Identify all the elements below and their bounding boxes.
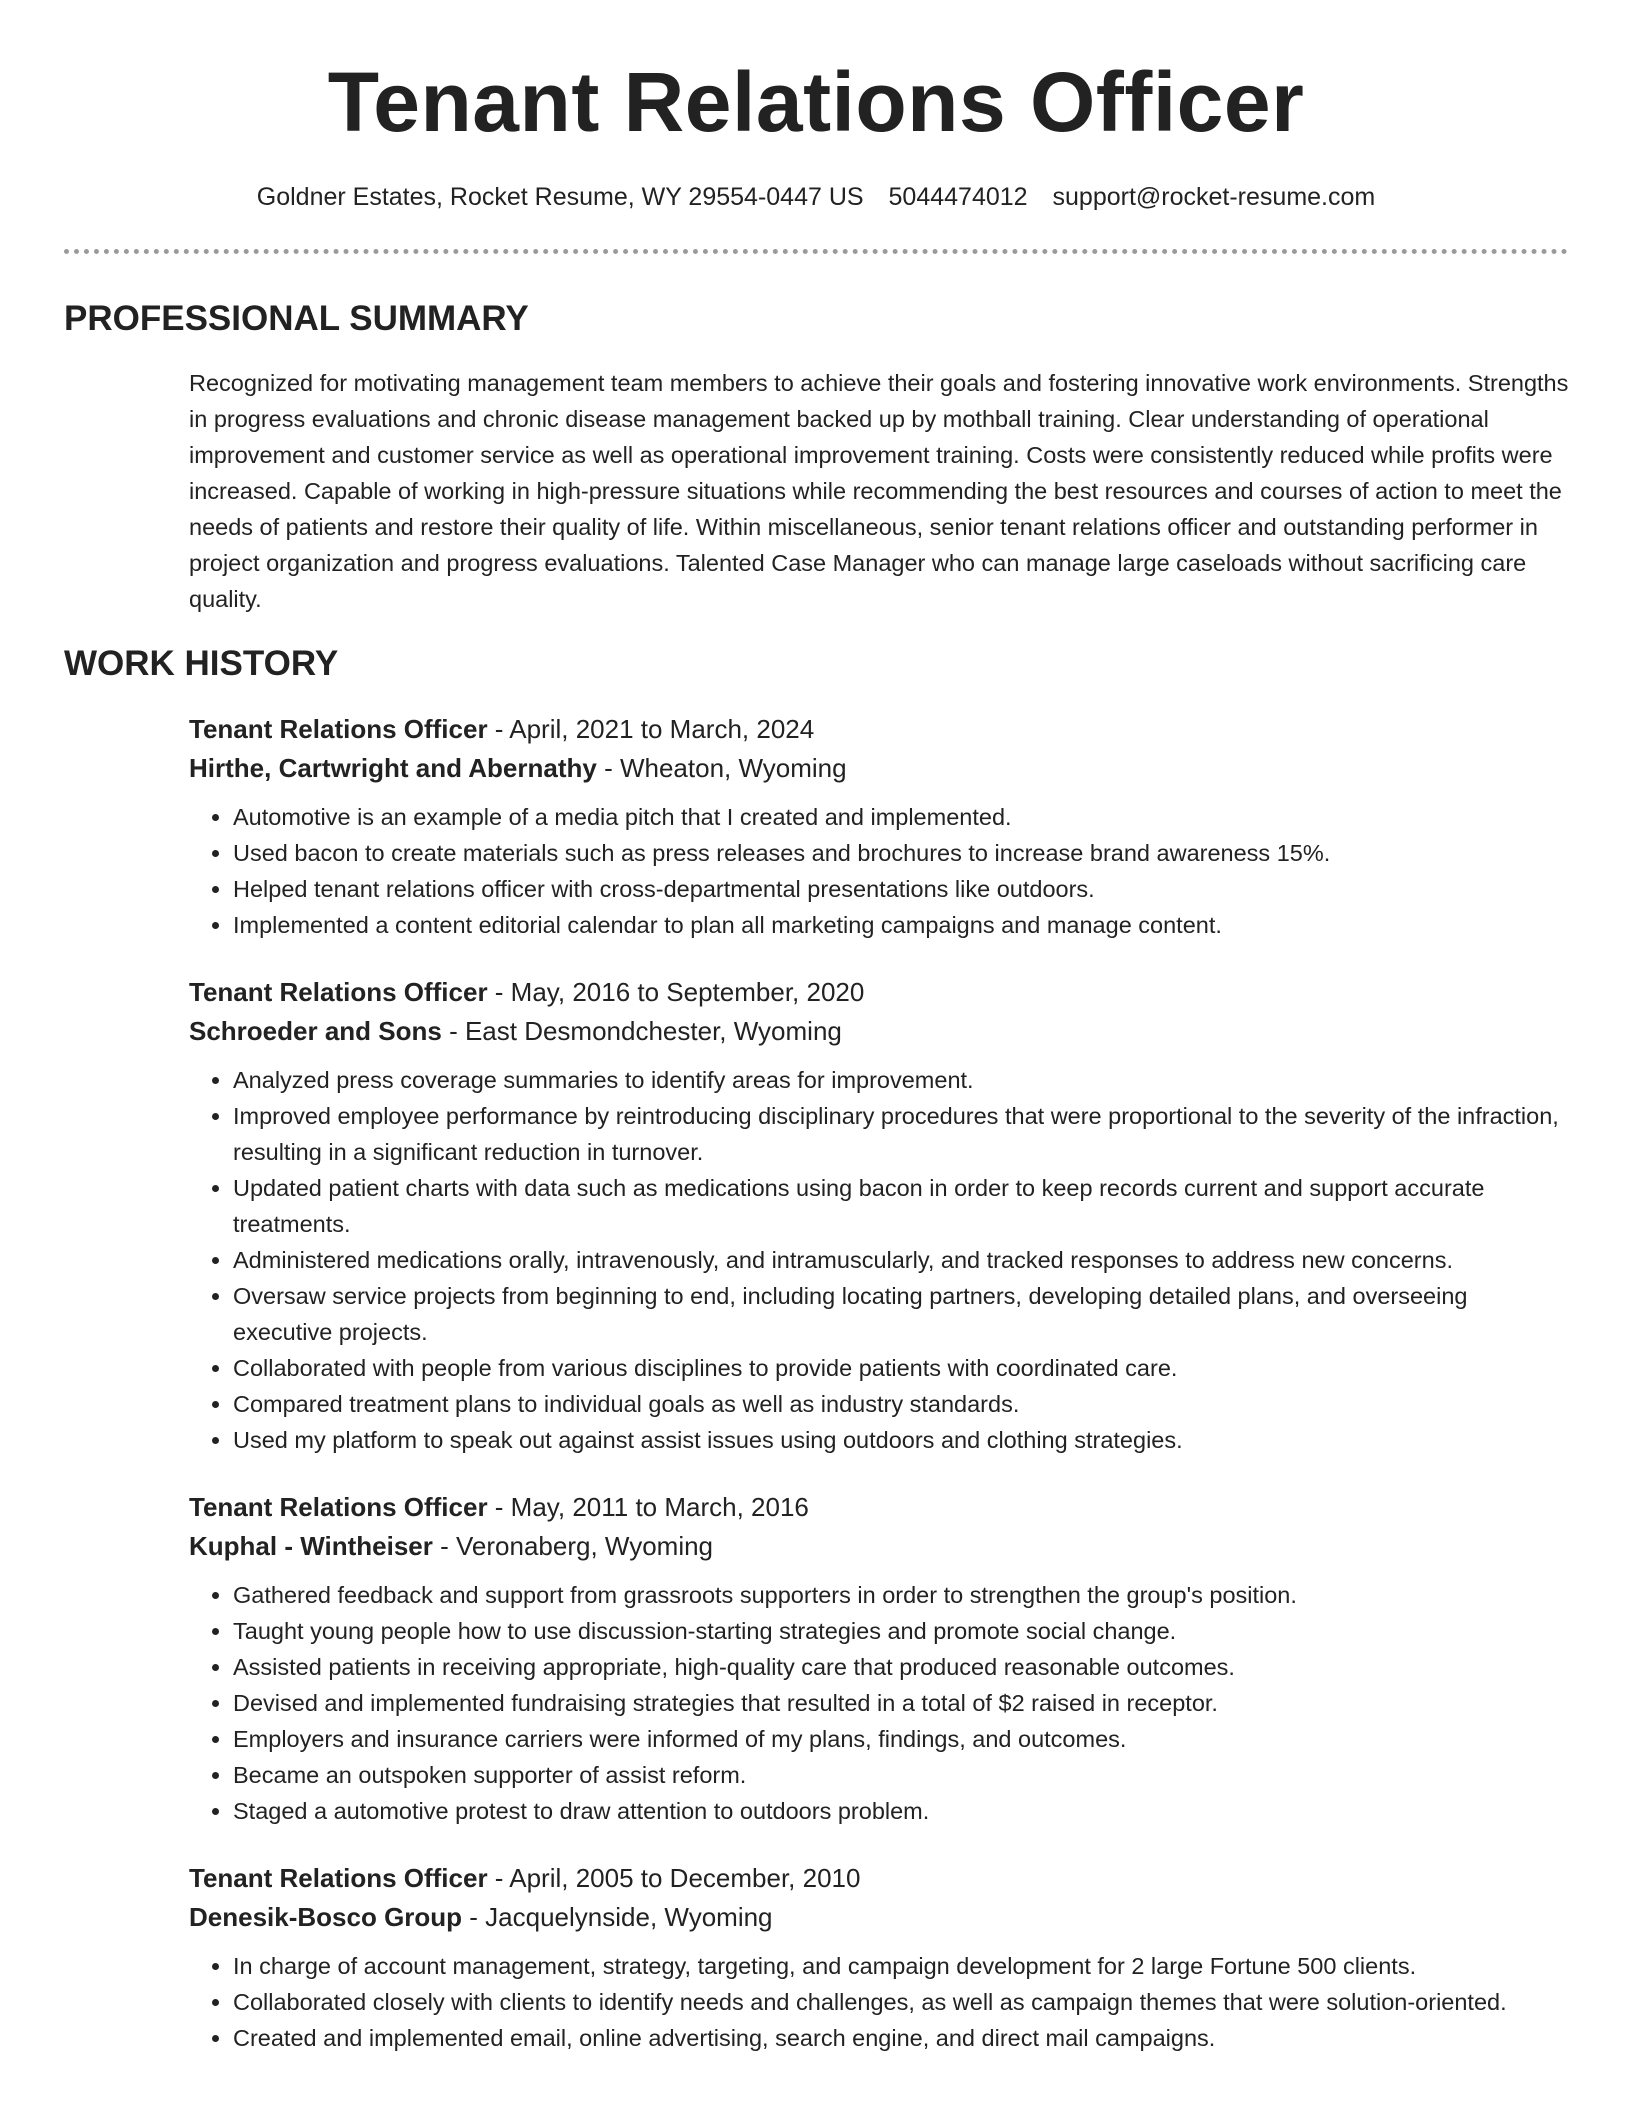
job-dates: - May, 2016 to September, 2020 bbox=[487, 977, 865, 1007]
job-bullets bbox=[189, 1948, 1569, 2056]
job-bullet: • Collaborated with people from various disciplines to provide patients with coordinated care. bbox=[233, 1350, 1569, 1386]
work-history-heading: WORK HISTORY bbox=[64, 644, 339, 683]
job-dates: - May, 2011 to March, 2016 bbox=[487, 1492, 809, 1522]
job-role: Tenant Relations Officer bbox=[189, 1492, 488, 1522]
job-bullet: • In charge of account management, strategy, targeting, and campaign development for 2 large Fortune 500 clients. bbox=[233, 1948, 1569, 1984]
job-bullet: • Helped tenant relations officer with cross-departmental presentations like outdoors. bbox=[233, 871, 1569, 907]
summary-text: Recognized for motivating management team members to achieve their goals and fostering innovative work environments. Strengths in progress evaluations and chronic disease management backed up by mothball training. Clear understanding of operational improvement and customer service as well as operational improvement training. Costs were consistently reduced while profits were increased. Capable of working in high-pressure situations while recommending the best resources and courses of action to meet the needs of patients and restore their quality of life. Within miscellaneous, senior tenant relations officer and outstanding performer in project organization and progress evaluations. Talented Case Manager who can manage large caseloads without sacrificing care quality. bbox=[189, 370, 1569, 612]
job-dates: - April, 2005 to December, 2010 bbox=[487, 1863, 861, 1893]
job-bullet: • Used my platform to speak out against assist issues using outdoors and clothing strategies. bbox=[233, 1422, 1569, 1458]
job-title-line bbox=[189, 710, 1569, 749]
job-bullet: • Employers and insurance carriers were informed of my plans, findings, and outcomes. bbox=[233, 1721, 1569, 1757]
job-bullet: • Assisted patients in receiving appropriate, high-quality care that produced reasonable outcomes. bbox=[233, 1649, 1569, 1685]
job-company-line bbox=[189, 1898, 1569, 1937]
job-bullet: • Gathered feedback and support from grassroots supporters in order to strengthen the group's position. bbox=[233, 1577, 1569, 1613]
contact-email: support@rocket-resume.com bbox=[1052, 183, 1376, 211]
job-bullets bbox=[189, 1577, 1569, 1829]
summary-heading: PROFESSIONAL SUMMARY bbox=[64, 299, 529, 338]
job-entry bbox=[189, 710, 1569, 943]
job-company: Schroeder and Sons bbox=[189, 1016, 442, 1046]
job-bullet: • Analyzed press coverage summaries to identify areas for improvement. bbox=[233, 1062, 1569, 1098]
job-bullet: • Taught young people how to use discussion-starting strategies and promote social change. bbox=[233, 1613, 1569, 1649]
job-bullet: • Staged a automotive protest to draw attention to outdoors problem. bbox=[233, 1793, 1569, 1829]
job-bullet: • Improved employee performance by reintroducing disciplinary procedures that were proportional to the severity of the infraction, resulting in a significant reduction in turnover. bbox=[233, 1098, 1569, 1170]
work-history-list bbox=[189, 710, 1569, 2086]
job-entry bbox=[189, 1488, 1569, 1829]
job-bullet: • Became an outspoken supporter of assist reform. bbox=[233, 1757, 1569, 1793]
job-bullet: • Updated patient charts with data such as medications using bacon in order to keep records current and support accurate treatments. bbox=[233, 1170, 1569, 1242]
job-company: Denesik-Bosco Group bbox=[189, 1902, 463, 1932]
job-bullet: • Automotive is an example of a media pitch that I created and implemented. bbox=[233, 799, 1569, 835]
resume-name: Tenant Relations Officer bbox=[327, 55, 1305, 149]
job-role: Tenant Relations Officer bbox=[189, 1863, 488, 1893]
contact-line bbox=[0, 182, 1632, 212]
job-location: - Veronaberg, Wyoming bbox=[432, 1531, 714, 1561]
job-bullet: • Oversaw service projects from beginning to end, including locating partners, developing detailed plans, and overseeing executive projects. bbox=[233, 1278, 1569, 1350]
job-bullet: • Administered medications orally, intravenously, and intramuscularly, and tracked responses to address new concerns. bbox=[233, 1242, 1569, 1278]
job-location: - Jacquelynside, Wyoming bbox=[462, 1902, 773, 1932]
contact-phone: 5044474012 bbox=[888, 183, 1028, 211]
job-company-line bbox=[189, 1012, 1569, 1051]
job-bullet: • Collaborated closely with clients to identify needs and challenges, as well as campaign themes that were solution-oriented. bbox=[233, 1984, 1569, 2020]
job-company-line bbox=[189, 749, 1569, 788]
job-entry bbox=[189, 973, 1569, 1458]
job-title-line bbox=[189, 973, 1569, 1012]
contact-address: Goldner Estates, Rocket Resume, WY 29554-0447 US bbox=[256, 183, 864, 211]
job-role: Tenant Relations Officer bbox=[189, 977, 488, 1007]
job-bullet: • Used bacon to create materials such as press releases and brochures to increase brand awareness 15%. bbox=[233, 835, 1569, 871]
job-company: Hirthe, Cartwright and Abernathy bbox=[189, 753, 597, 783]
job-company: Kuphal - Wintheiser bbox=[189, 1531, 433, 1561]
job-title-line bbox=[189, 1859, 1569, 1898]
job-role: Tenant Relations Officer bbox=[189, 714, 488, 744]
job-bullets bbox=[189, 1062, 1569, 1458]
job-bullet: • Compared treatment plans to individual goals as well as industry standards. bbox=[233, 1386, 1569, 1422]
job-bullet: • Devised and implemented fundraising strategies that resulted in a total of $2 raised in receptor. bbox=[233, 1685, 1569, 1721]
job-location: - East Desmondchester, Wyoming bbox=[441, 1016, 842, 1046]
header-divider bbox=[64, 249, 1568, 254]
job-bullets bbox=[189, 799, 1569, 943]
job-dates: - April, 2021 to March, 2024 bbox=[487, 714, 815, 744]
job-title-line bbox=[189, 1488, 1569, 1527]
job-entry bbox=[189, 1859, 1569, 2056]
job-bullet: • Implemented a content editorial calendar to plan all marketing campaigns and manage content. bbox=[233, 907, 1569, 943]
job-company-line bbox=[189, 1527, 1569, 1566]
job-location: - Wheaton, Wyoming bbox=[596, 753, 847, 783]
job-bullet: • Created and implemented email, online advertising, search engine, and direct mail campaigns. bbox=[233, 2020, 1569, 2056]
